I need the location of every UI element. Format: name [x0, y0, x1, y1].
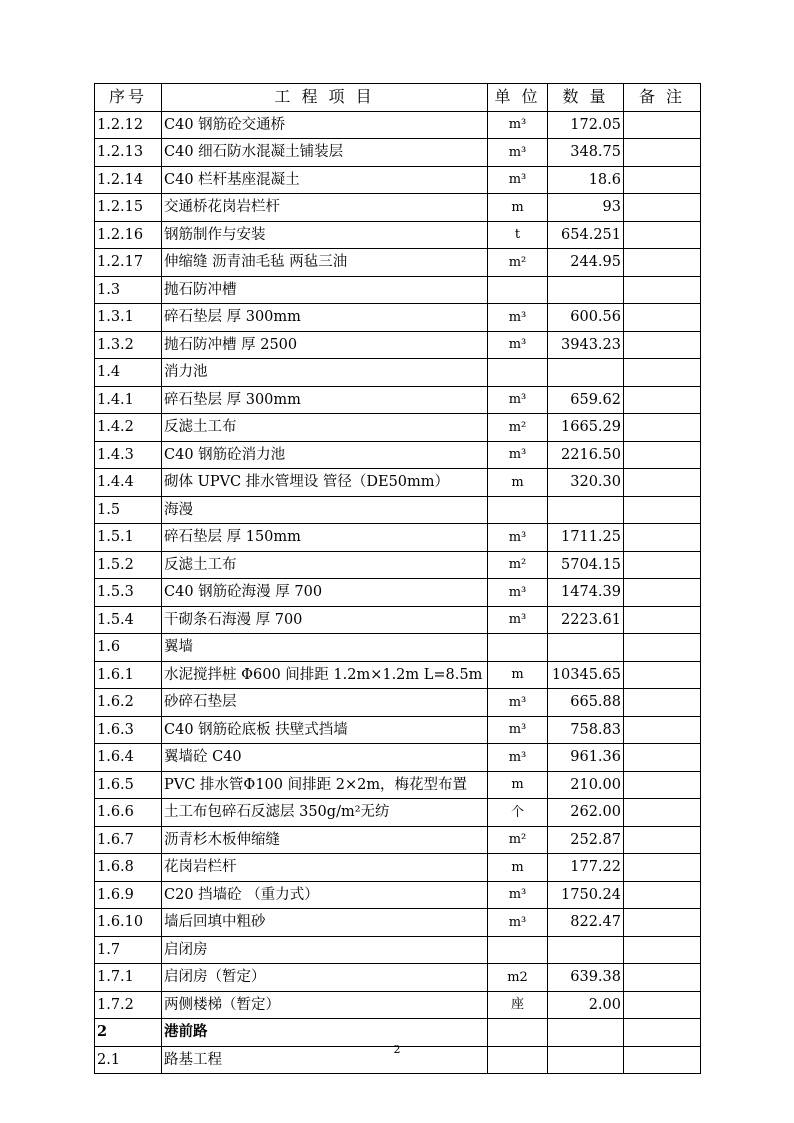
cell-item: 水泥搅拌桩 Φ600 间排距 1.2m×1.2m L=8.5m [162, 661, 488, 689]
cell-no: 1.4.3 [95, 441, 162, 469]
table-row [95, 469, 701, 497]
cell-qty: 1711.25 [548, 524, 624, 552]
cell-item: 反滤土工布 [162, 551, 488, 579]
cell-item: 反滤土工布 [162, 414, 488, 442]
cell-no: 1.2.14 [95, 166, 162, 194]
cell-unit: m² [488, 551, 548, 579]
cell-unit: m³ [488, 304, 548, 332]
cell-qty: 348.75 [548, 139, 624, 167]
table-row [95, 249, 701, 277]
cell-qty: 639.38 [548, 964, 624, 992]
cell-no: 1.4.2 [95, 414, 162, 442]
cell-no: 1.5 [95, 496, 162, 524]
cell-qty [548, 1019, 624, 1047]
table-row [95, 386, 701, 414]
cell-unit [488, 634, 548, 662]
cell-unit: m³ [488, 689, 548, 717]
cell-no: 1.6.3 [95, 716, 162, 744]
cell-no: 1.2.17 [95, 249, 162, 277]
cell-item: 砂碎石垫层 [162, 689, 488, 717]
cell-unit: m² [488, 249, 548, 277]
table-row [95, 331, 701, 359]
cell-qty: 10345.65 [548, 661, 624, 689]
cell-qty: 2.00 [548, 991, 624, 1019]
cell-unit: m³ [488, 111, 548, 139]
cell-note [624, 249, 701, 277]
table-row [95, 634, 701, 662]
cell-unit [488, 936, 548, 964]
cell-unit: m [488, 194, 548, 222]
table-row [95, 524, 701, 552]
cell-note [624, 221, 701, 249]
cell-no: 1.7.2 [95, 991, 162, 1019]
cell-item: 沥青杉木板伸缩缝 [162, 826, 488, 854]
cell-note [624, 414, 701, 442]
table-row [95, 716, 701, 744]
cell-no: 1.5.4 [95, 606, 162, 634]
cell-qty [548, 276, 624, 304]
cell-no: 1.6.1 [95, 661, 162, 689]
cell-qty: 3943.23 [548, 331, 624, 359]
cell-qty: 1665.29 [548, 414, 624, 442]
cell-no: 1.3.2 [95, 331, 162, 359]
cell-unit: m [488, 469, 548, 497]
cell-qty: 822.47 [548, 909, 624, 937]
cell-qty: 2223.61 [548, 606, 624, 634]
cell-item: 抛石防冲槽 厚 2500 [162, 331, 488, 359]
cell-item: 翼墙砼 C40 [162, 744, 488, 772]
quantity-table [94, 83, 701, 1074]
cell-item: 消力池 [162, 359, 488, 387]
cell-note [624, 661, 701, 689]
cell-qty: 600.56 [548, 304, 624, 332]
cell-item: C40 钢筋砼交通桥 [162, 111, 488, 139]
cell-item: 碎石垫层 厚 150mm [162, 524, 488, 552]
cell-unit: m³ [488, 579, 548, 607]
table-row [95, 744, 701, 772]
cell-item: C40 栏杆基座混凝土 [162, 166, 488, 194]
cell-item: 路基工程 [162, 1046, 488, 1074]
header-no: 序号 [95, 84, 162, 112]
cell-note [624, 1019, 701, 1047]
cell-unit: m [488, 771, 548, 799]
cell-qty: 961.36 [548, 744, 624, 772]
cell-unit: m³ [488, 386, 548, 414]
cell-note [624, 991, 701, 1019]
cell-unit: m2 [488, 964, 548, 992]
cell-unit [488, 276, 548, 304]
cell-item: 港前路 [162, 1019, 488, 1047]
cell-no: 1.4 [95, 359, 162, 387]
cell-note [624, 579, 701, 607]
header-qty: 数 量 [548, 84, 624, 112]
cell-unit: m³ [488, 441, 548, 469]
table-row [95, 221, 701, 249]
cell-item: 砌体 UPVC 排水管埋设 管径（DE50mm） [162, 469, 488, 497]
cell-qty: 654.251 [548, 221, 624, 249]
cell-unit: 个 [488, 799, 548, 827]
table-row [95, 276, 701, 304]
cell-no: 1.3 [95, 276, 162, 304]
cell-note [624, 964, 701, 992]
cell-qty: 18.6 [548, 166, 624, 194]
header-note: 备 注 [624, 84, 701, 112]
cell-no: 1.4.1 [95, 386, 162, 414]
table-row [95, 579, 701, 607]
cell-note [624, 854, 701, 882]
cell-note [624, 744, 701, 772]
cell-no: 1.6 [95, 634, 162, 662]
cell-qty [548, 496, 624, 524]
cell-qty [548, 359, 624, 387]
cell-unit: m³ [488, 524, 548, 552]
cell-note [624, 716, 701, 744]
cell-no: 1.6.6 [95, 799, 162, 827]
cell-item: C20 挡墙砼 （重力式） [162, 881, 488, 909]
cell-qty: 320.30 [548, 469, 624, 497]
cell-no: 1.3.1 [95, 304, 162, 332]
cell-qty: 1474.39 [548, 579, 624, 607]
table-row [95, 194, 701, 222]
cell-qty: 2216.50 [548, 441, 624, 469]
table-row [95, 496, 701, 524]
table-row [95, 799, 701, 827]
cell-no: 1.5.2 [95, 551, 162, 579]
cell-note [624, 909, 701, 937]
cell-qty: 172.05 [548, 111, 624, 139]
cell-item: C40 钢筋砼海漫 厚 700 [162, 579, 488, 607]
table-row [95, 771, 701, 799]
table-row [95, 166, 701, 194]
header-unit: 单 位 [488, 84, 548, 112]
table-row [95, 111, 701, 139]
table-row [95, 414, 701, 442]
cell-note [624, 331, 701, 359]
cell-note [624, 524, 701, 552]
table-row [95, 826, 701, 854]
cell-no: 1.6.9 [95, 881, 162, 909]
cell-note [624, 634, 701, 662]
cell-qty [548, 936, 624, 964]
cell-no: 2 [95, 1019, 162, 1047]
cell-note [624, 606, 701, 634]
cell-qty: 5704.15 [548, 551, 624, 579]
cell-note [624, 551, 701, 579]
cell-note [624, 689, 701, 717]
cell-note [624, 936, 701, 964]
cell-qty: 210.00 [548, 771, 624, 799]
cell-no: 1.2.12 [95, 111, 162, 139]
cell-note [624, 139, 701, 167]
cell-no: 1.6.8 [95, 854, 162, 882]
cell-unit: m² [488, 826, 548, 854]
cell-note [624, 441, 701, 469]
cell-unit: m³ [488, 744, 548, 772]
cell-note [624, 881, 701, 909]
page-number: 2 [393, 1043, 401, 1056]
table-row [95, 359, 701, 387]
cell-no: 1.7.1 [95, 964, 162, 992]
cell-note [624, 166, 701, 194]
header-row [95, 84, 701, 112]
cell-item: 钢筋制作与安装 [162, 221, 488, 249]
table-row [95, 304, 701, 332]
cell-item: 伸缩缝 沥青油毛毡 两毡三油 [162, 249, 488, 277]
cell-item: 抛石防冲槽 [162, 276, 488, 304]
table-row [95, 964, 701, 992]
cell-unit [488, 1019, 548, 1047]
cell-qty: 244.95 [548, 249, 624, 277]
table-row [95, 606, 701, 634]
cell-no: 1.6.4 [95, 744, 162, 772]
cell-qty: 252.87 [548, 826, 624, 854]
cell-unit: m³ [488, 139, 548, 167]
cell-item: 海漫 [162, 496, 488, 524]
cell-no: 1.2.13 [95, 139, 162, 167]
cell-unit [488, 359, 548, 387]
cell-qty: 177.22 [548, 854, 624, 882]
cell-note [624, 111, 701, 139]
table-body [95, 111, 701, 1074]
cell-item: 碎石垫层 厚 300mm [162, 304, 488, 332]
table-row [95, 936, 701, 964]
cell-unit: m [488, 854, 548, 882]
table-row [95, 551, 701, 579]
table-row [95, 881, 701, 909]
cell-no: 1.6.7 [95, 826, 162, 854]
table-row [95, 441, 701, 469]
cell-item: 土工布包碎石反滤层 350g/m²无纺 [162, 799, 488, 827]
cell-qty: 665.88 [548, 689, 624, 717]
cell-item: 花岗岩栏杆 [162, 854, 488, 882]
cell-note [624, 799, 701, 827]
cell-no: 1.7 [95, 936, 162, 964]
table-row [95, 689, 701, 717]
cell-item: 墙后回填中粗砂 [162, 909, 488, 937]
cell-qty: 262.00 [548, 799, 624, 827]
cell-unit: m [488, 661, 548, 689]
cell-item: C40 钢筋砼底板 扶壁式挡墙 [162, 716, 488, 744]
cell-note [624, 496, 701, 524]
cell-unit [488, 496, 548, 524]
cell-qty [548, 634, 624, 662]
cell-item: 交通桥花岗岩栏杆 [162, 194, 488, 222]
cell-unit: 座 [488, 991, 548, 1019]
cell-item: 启闭房 [162, 936, 488, 964]
cell-item: PVC 排水管Φ100 间排距 2×2m，梅花型布置 [162, 771, 488, 799]
cell-no: 1.6.10 [95, 909, 162, 937]
table-row [95, 661, 701, 689]
cell-unit: m³ [488, 716, 548, 744]
cell-unit: m³ [488, 881, 548, 909]
cell-qty: 93 [548, 194, 624, 222]
cell-no: 1.4.4 [95, 469, 162, 497]
cell-unit: t [488, 221, 548, 249]
cell-unit: m³ [488, 331, 548, 359]
cell-note [624, 359, 701, 387]
table-row [95, 909, 701, 937]
cell-item: 启闭房（暂定） [162, 964, 488, 992]
cell-no: 1.6.2 [95, 689, 162, 717]
cell-no: 1.5.1 [95, 524, 162, 552]
cell-note [624, 194, 701, 222]
table-header [95, 84, 701, 112]
cell-note [624, 826, 701, 854]
cell-item: 两侧楼梯（暂定） [162, 991, 488, 1019]
cell-qty: 758.83 [548, 716, 624, 744]
cell-no: 2.1 [95, 1046, 162, 1074]
cell-qty: 1750.24 [548, 881, 624, 909]
table-row [95, 139, 701, 167]
cell-note [624, 771, 701, 799]
cell-no: 1.5.3 [95, 579, 162, 607]
cell-item: 翼墙 [162, 634, 488, 662]
cell-no: 1.6.5 [95, 771, 162, 799]
cell-note [624, 386, 701, 414]
cell-item: C40 细石防水混凝土铺装层 [162, 139, 488, 167]
cell-no: 1.2.15 [95, 194, 162, 222]
cell-note [624, 469, 701, 497]
table-row [95, 1019, 701, 1047]
cell-unit: m³ [488, 606, 548, 634]
cell-unit: m³ [488, 166, 548, 194]
cell-item: 碎石垫层 厚 300mm [162, 386, 488, 414]
table-row [95, 854, 701, 882]
header-item: 工 程 项 目 [162, 84, 488, 112]
cell-qty: 659.62 [548, 386, 624, 414]
cell-note [624, 304, 701, 332]
cell-unit: m² [488, 414, 548, 442]
cell-no: 1.2.16 [95, 221, 162, 249]
cell-unit: m³ [488, 909, 548, 937]
cell-item: 干砌条石海漫 厚 700 [162, 606, 488, 634]
table-row [95, 991, 701, 1019]
cell-item: C40 钢筋砼消力池 [162, 441, 488, 469]
cell-note [624, 276, 701, 304]
